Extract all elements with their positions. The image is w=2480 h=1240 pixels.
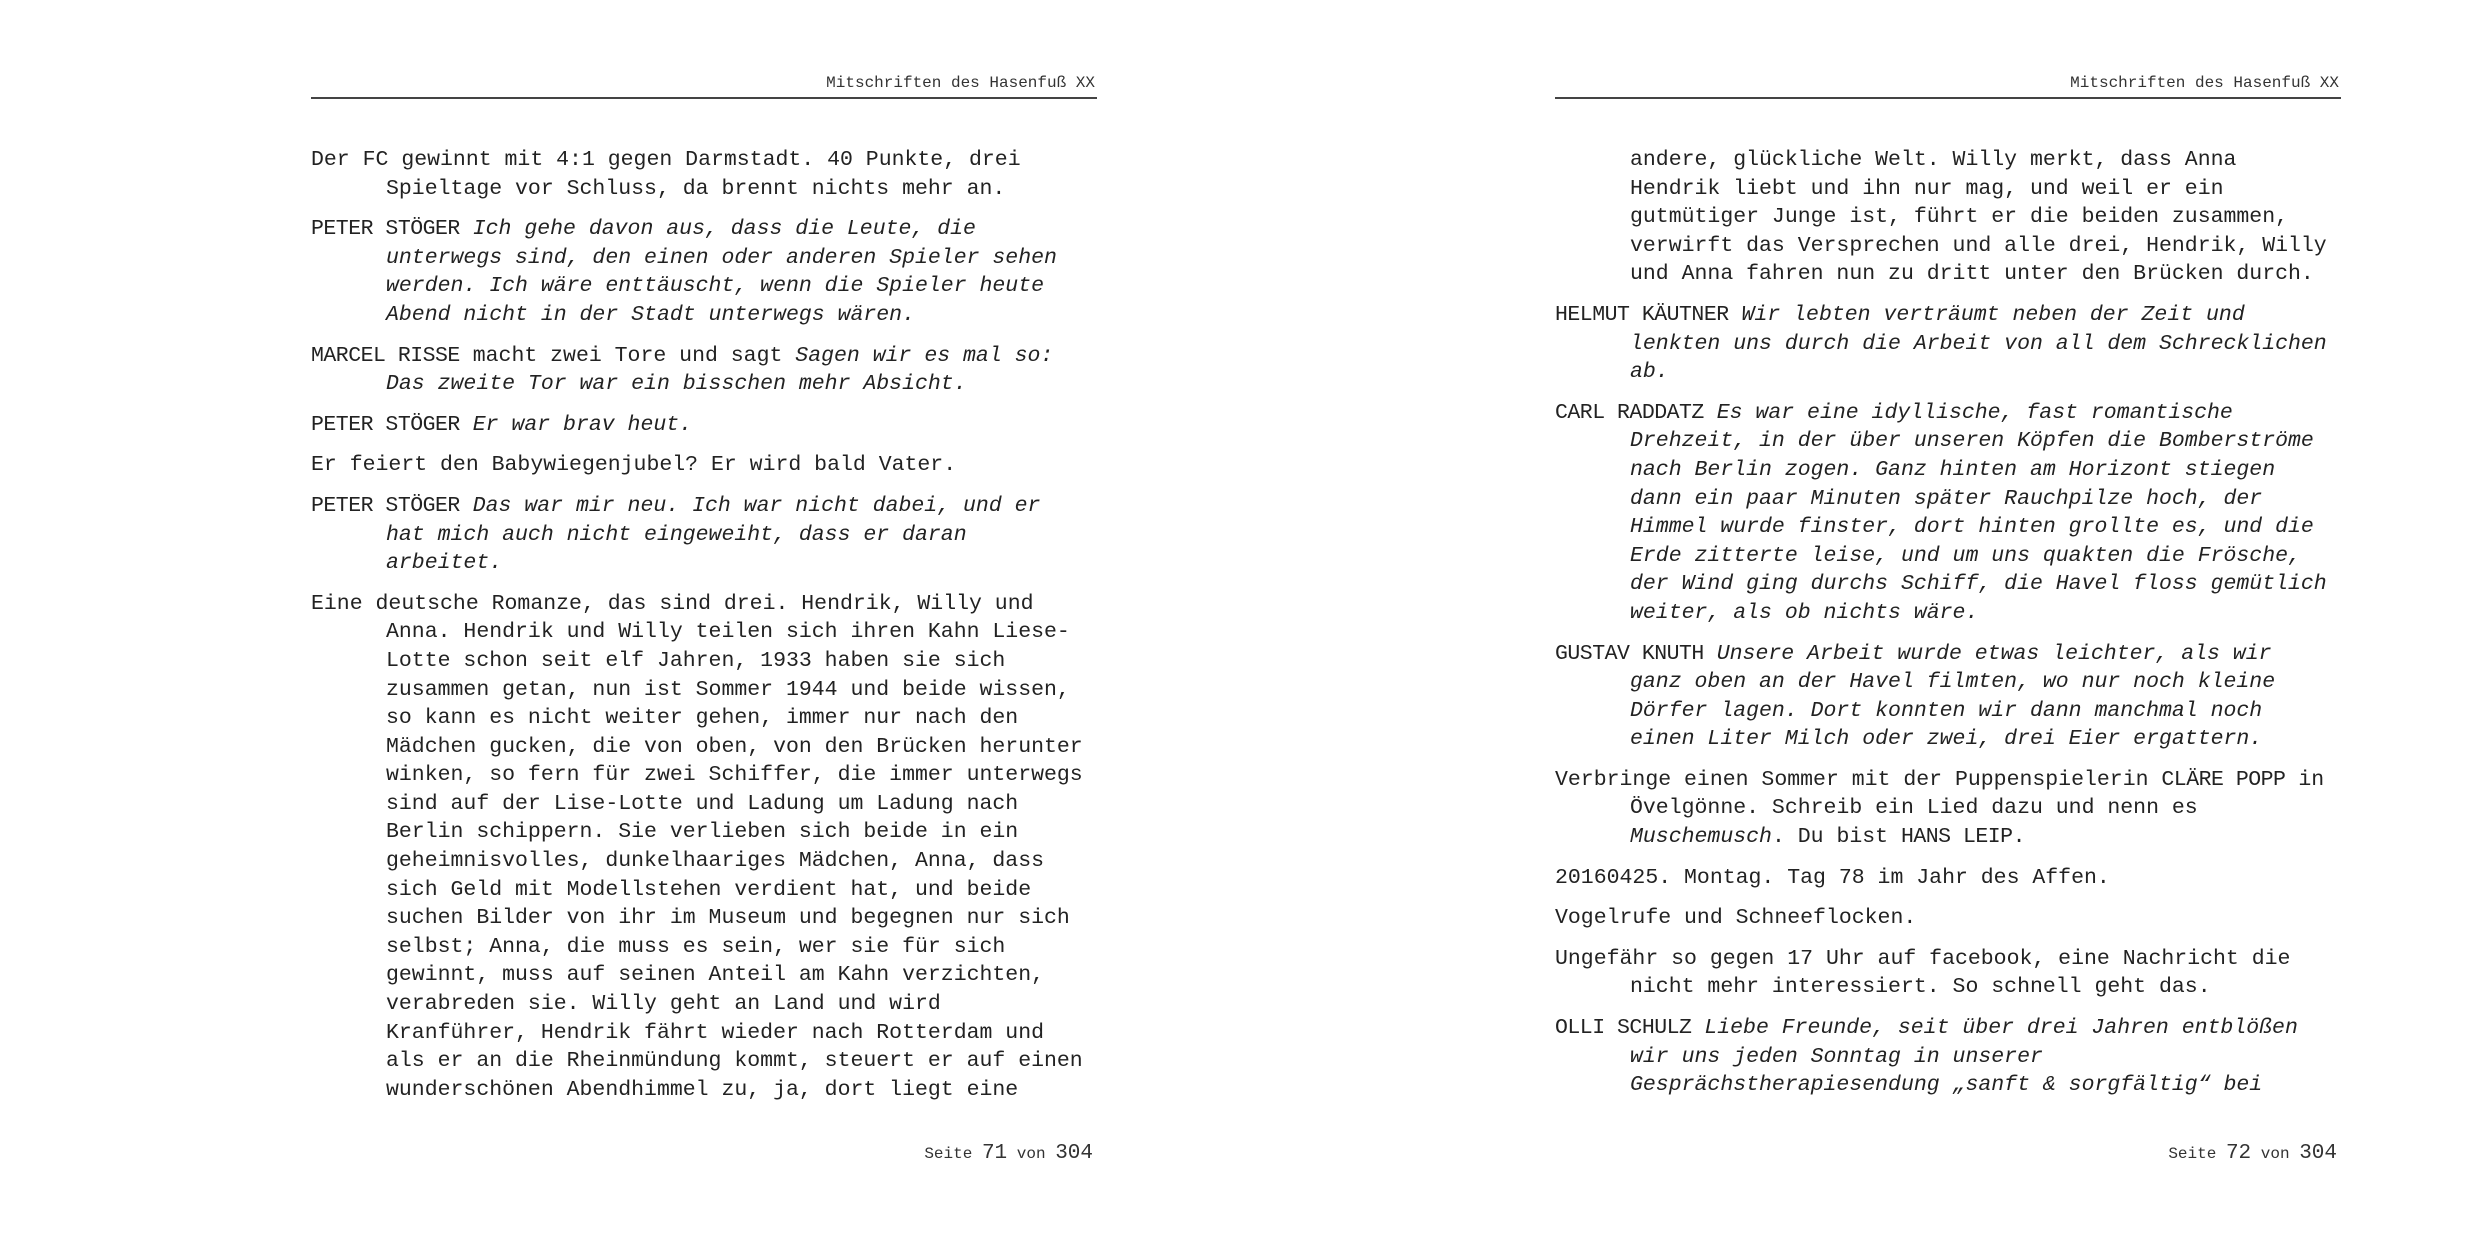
person-name: CLÄRE POPP: [2161, 767, 2286, 792]
footer-of: von: [2260, 1145, 2290, 1163]
speaker-name: MARCEL RISSE: [311, 343, 460, 368]
footer-prefix: Seite: [924, 1145, 973, 1163]
page-number: 72: [2225, 1142, 2252, 1165]
quote-text: Wir lebten verträumt neben der Zeit und lenkten uns durch die Arbeit von all dem Schrecklichen ab.: [1630, 302, 2327, 385]
paragraph: [1555, 945, 2341, 1002]
continued-paragraph: [1555, 146, 2341, 289]
quote-text: Liebe Freunde, seit über drei Jahren entblößen wir uns jeden Sonntag in unserer Gesprächstherapiesendung „sanft & sorgfältig“ bei: [1630, 1016, 2298, 1098]
right-page: [1555, 0, 2341, 1240]
speaker-name: HELMUT KÄUTNER: [1555, 302, 1729, 327]
paragraph-text: Ungefähr so gegen 17 Uhr auf facebook, eine Nachricht die nicht mehr interessiert. So schnell geht das.: [1555, 946, 2291, 1000]
quote-text: Es war eine idyllische, fast romantische Drehzeit, in der über unseren Köpfen die Bomberströme nach Berlin zogen. Ganz hinten am Horizont stiegen dann ein paar Minuten später Rauchpilze hoch, der Himmel wurde finster, dort hinten grollte es, und die Erde zitterte leise, und um uns quakten die Frösche, der Wind ging durchs Schiff, die Havel floss gemütlich weiter, als ob nichts wäre.: [1630, 400, 2327, 625]
song-title: Muschemusch: [1630, 825, 1772, 850]
footer-prefix: Seite: [2168, 1145, 2217, 1163]
running-header: Mitschriften des Hasenfuß XX: [2070, 74, 2339, 92]
paragraph: [311, 146, 1097, 203]
paragraph: [1555, 766, 2341, 852]
speaker-name: PETER STÖGER: [311, 217, 460, 242]
page-footer: [1555, 1142, 2341, 1165]
quote-text: Unsere Arbeit wurde etwas leichter, als wir ganz oben an der Havel filmten, wo nur noch kleine Dörfer lagen. Dort konnten wir dann manchmal noch einen Liter Milch oder zwei, drei Eier ergattern.: [1630, 641, 2276, 752]
header-rule: [311, 97, 1097, 99]
quote-text: Das war mir neu. Ich war nicht dabei, und er hat mich auch nicht eingeweiht, dass er daran arbeitet.: [386, 493, 1041, 576]
paragraph-text: Verbringe einen Sommer mit der Puppenspielerin: [1555, 767, 2149, 792]
page-body: [311, 146, 1097, 1116]
person-name: HANS LEIP: [1900, 825, 2013, 850]
speech-paragraph: [311, 342, 1097, 399]
left-page: [311, 0, 1097, 1240]
paragraph: [311, 590, 1097, 1105]
paragraph-text: . Du bist: [1771, 825, 1889, 850]
paragraph-text: Er feiert den Babywiegenjubel? Er wird bald Vater.: [311, 453, 957, 478]
page-number: 71: [981, 1142, 1008, 1165]
speech-paragraph: [311, 492, 1097, 578]
speaker-name: PETER STÖGER: [311, 493, 460, 518]
quote-text: Er war brav heut.: [472, 412, 693, 437]
header-rule: [1555, 97, 2341, 99]
paragraph: [1555, 904, 2341, 933]
speech-paragraph: [311, 215, 1097, 329]
footer-of: von: [1016, 1145, 1046, 1163]
running-header: Mitschriften des Hasenfuß XX: [826, 74, 1095, 92]
paragraph-text: Eine deutsche Romanze, das sind drei. Hendrik, Willy und Anna. Hendrik und Willy teilen sich ihren Kahn Liese- Lotte schon seit elf Jahren, 1933 haben sie sich zusammen getan, nun ist Sommer 1944 und beide wissen, so kann es nicht weiter gehen, immer nur nach den Mädchen gucken, die von oben, von den Brücken herunter winken, so fern für zwei Schiffer, die immer unterwegs sind auf der Lise-Lotte und Ladung um Ladung nach Berlin schippern. Sie verlieben sich beide in ein geheimnisvolles, dunkelhaariges Mädchen, Anna, dass sich Geld mit Modellstehen verdient hat, und beide suchen Bilder von ihr im Museum und begegnen nur sich selbst; Anna, die muss es sein, wer sie für sich gewinnt, muss auf seinen Anteil am Kahn verzichten, verabreden sie. Willy geht an Land und wird Kranführer, Hendrik fährt wieder nach Rotterdam und als er an die Rheinmündung kommt, steuert er auf einen wunderschönen Abendhimmel zu, ja, dort liegt eine: [311, 591, 1083, 1102]
speaker-name: GUSTAV KNUTH: [1555, 641, 1704, 666]
speech-paragraph: [311, 411, 1097, 440]
paragraph-text: 20160425. Montag. Tag 78 im Jahr des Affen.: [1555, 865, 2110, 890]
paragraph-text: .: [2012, 825, 2026, 850]
total-pages: 304: [2299, 1142, 2337, 1165]
speaker-name: PETER STÖGER: [311, 412, 460, 437]
page-footer: [311, 1142, 1097, 1165]
speaker-name: OLLI SCHULZ: [1555, 1016, 1692, 1041]
paragraph-text: in Övelgönne. Schreib ein Lied dazu und nenn es: [1630, 767, 2325, 821]
paragraph: [311, 451, 1097, 480]
paragraph-text: Vogelrufe und Schneeflocken.: [1555, 906, 1917, 931]
speech-paragraph: [1555, 399, 2341, 628]
paragraph-text: Der FC gewinnt mit 4:1 gegen Darmstadt. 40 Punkte, drei Spieltage vor Schluss, da brennt nichts mehr an.: [311, 148, 1021, 201]
speech-paragraph: [1555, 1014, 2341, 1100]
speaker-name: CARL RADDATZ: [1555, 400, 1704, 425]
page-body: [1555, 146, 2341, 1112]
quote-text: Ich gehe davon aus, dass die Leute, die unterwegs sind, den einen oder anderen Spieler sehen werden. Ich wäre enttäuscht, wenn die Spieler heute Abend nicht in der Stadt unterwegs wären.: [386, 217, 1057, 327]
paragraph-text: andere, glückliche Welt. Willy merkt, dass Anna Hendrik liebt und ihn nur mag, und weil er ein gutmütiger Junge ist, führt er die beiden zusammen, verwirft das Versprechen und alle drei, Hendrik, Willy und Anna fahren nun zu dritt unter den Brücken durch.: [1630, 148, 2327, 287]
quote-text: Sagen wir es mal so: Das zweite Tor war ein bisschen mehr Absicht.: [386, 343, 1054, 397]
paragraph-text: macht zwei Tore und sagt: [472, 343, 783, 368]
total-pages: 304: [1055, 1142, 1093, 1165]
speech-paragraph: [1555, 640, 2341, 754]
date-entry: [1555, 864, 2341, 893]
speech-paragraph: [1555, 301, 2341, 387]
